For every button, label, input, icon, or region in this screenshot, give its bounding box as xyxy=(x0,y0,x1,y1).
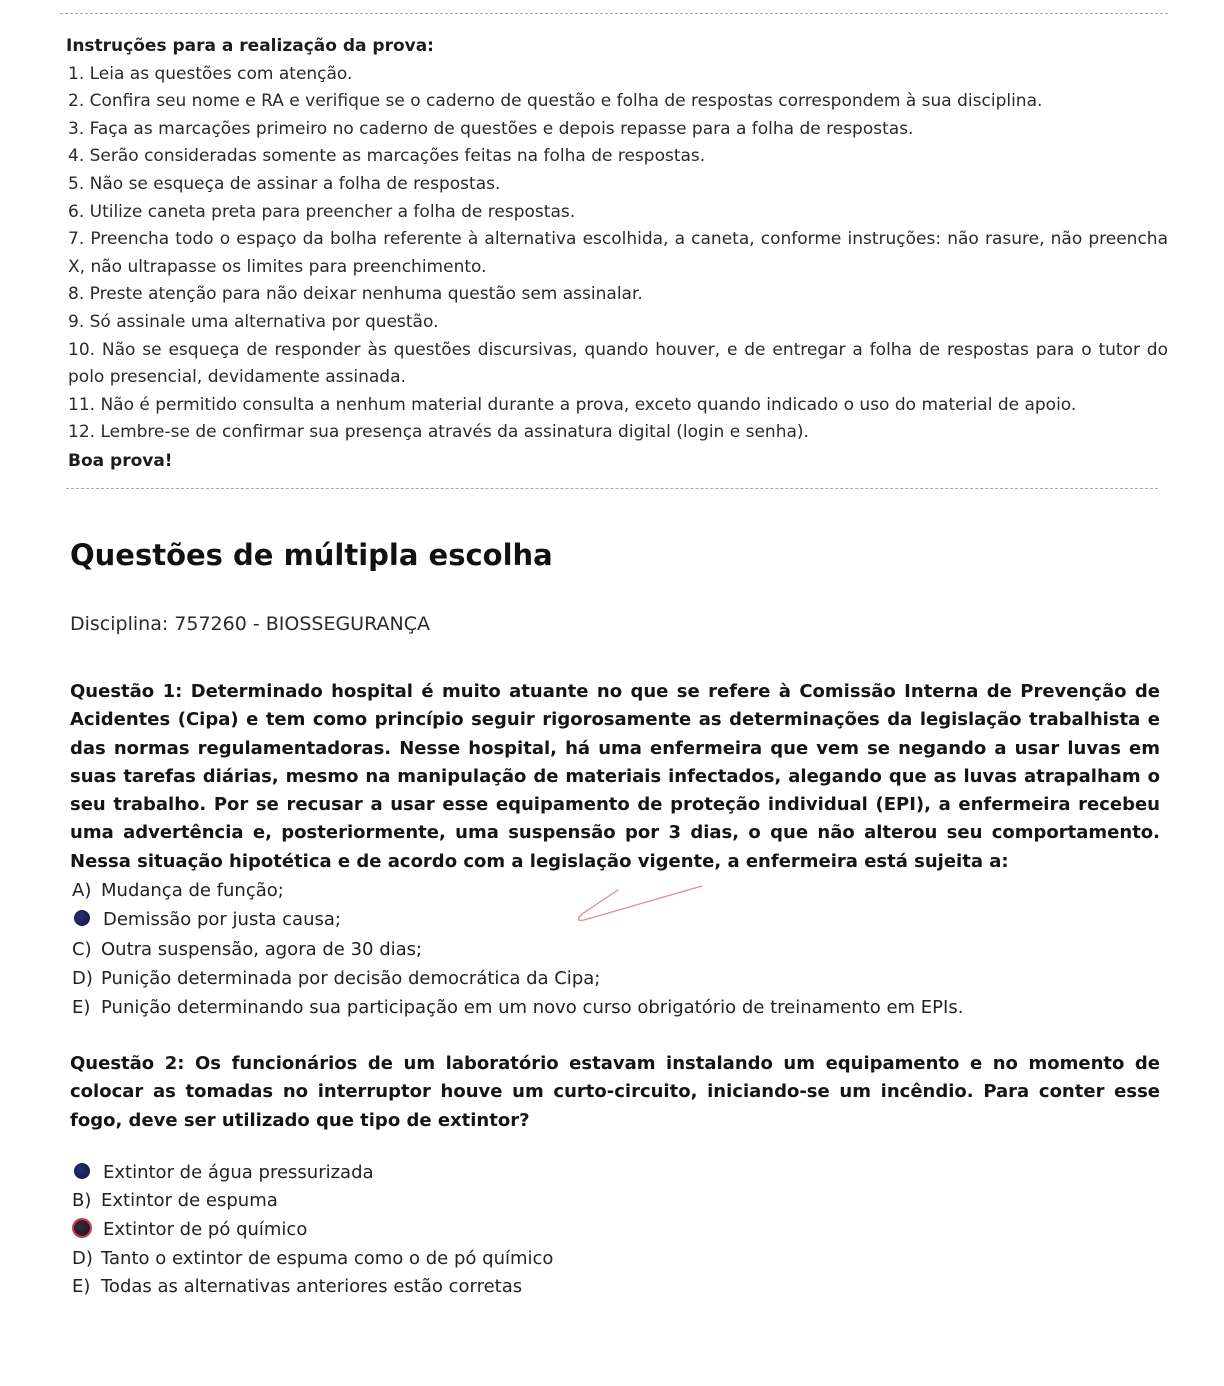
instruction-item: 2. Confira seu nome e RA e verifique se o caderno de questão e folha de respostas correspondem à sua disciplina. xyxy=(68,91,1043,112)
instruction-item: 7. Preencha todo o espaço da bolha referente à alternativa escolhida, a caneta, conforme instruções: não rasure, não preencha X, não ultrapasse os limites para preenchimento. xyxy=(68,229,1168,277)
option-letter: C) xyxy=(72,938,92,960)
option-letter: D) xyxy=(72,967,93,989)
filled-answer-bubble-icon xyxy=(74,1163,90,1179)
instruction-item: 5. Não se esqueça de assinar a folha de respostas. xyxy=(68,173,501,194)
option-letter: A) xyxy=(72,880,92,902)
question-stem: Questão 2: Os funcionários de um laboratório estavam instalando um equipamento e no momento de colocar as tomadas no interruptor houve um curto-circuito, iniciando-se um incêndio. Para conter esse fogo, deve ser utilizado que tipo de extintor? xyxy=(70,1053,1160,1131)
question-1 xyxy=(70,678,1160,1023)
option-d[interactable] xyxy=(72,964,1160,993)
option-text: Demissão por justa causa; xyxy=(103,909,341,931)
filled-answer-bubble-icon xyxy=(74,910,90,926)
option-letter: B) xyxy=(72,1190,92,1212)
pen-stroke-icon xyxy=(570,878,710,928)
instruction-item: 11. Não é permitido consulta a nenhum material durante a prova, exceto quando indicado o uso do material de apoio. xyxy=(68,394,1077,415)
instruction-item: 12. Lembre-se de confirmar sua presença através da assinatura digital (login e senha). xyxy=(68,422,809,443)
option-text: Extintor de espuma xyxy=(101,1190,278,1212)
option-text: Todas as alternativas anteriores estão corretas xyxy=(101,1276,523,1298)
instruction-item: 9. Só assinale uma alternativa por questão. xyxy=(68,311,439,332)
option-text: Tanto o extintor de espuma como o de pó químico xyxy=(101,1247,554,1269)
discipline-label: Disciplina: 757260 - BIOSSEGURANÇA xyxy=(70,613,430,635)
instruction-item: 8. Preste atenção para não deixar nenhuma questão sem assinalar. xyxy=(68,284,643,305)
instruction-item: 1. Leia as questões com atenção. xyxy=(68,63,353,84)
option-text: Extintor de pó químico xyxy=(103,1219,308,1241)
instructions-block xyxy=(68,33,1168,476)
top-dashed-divider xyxy=(60,13,1168,14)
option-e[interactable] xyxy=(72,993,1160,1022)
option-text: Punição determinando sua participação em um novo curso obrigatório de treinamento em EPIs. xyxy=(101,997,964,1019)
option-text: Outra suspensão, agora de 30 dias; xyxy=(101,938,423,960)
question-2 xyxy=(70,1050,1160,1302)
option-a[interactable] xyxy=(72,1159,1160,1188)
option-letter: E) xyxy=(72,1276,91,1298)
option-e[interactable] xyxy=(72,1273,1160,1302)
option-c[interactable] xyxy=(72,935,1160,964)
option-letter: D) xyxy=(72,1247,93,1269)
section-title: Questões de múltipla escolha xyxy=(70,538,553,572)
filled-answer-bubble-icon xyxy=(74,1220,90,1236)
option-c[interactable] xyxy=(72,1216,1160,1245)
option-text: Punição determinada por decisão democrática da Cipa; xyxy=(101,967,601,989)
good-luck-text: Boa prova! xyxy=(68,450,173,471)
option-text: Mudança de função; xyxy=(101,880,284,902)
instruction-item: 6. Utilize caneta preta para preencher a folha de respostas. xyxy=(68,201,576,222)
instructions-title: Instruções para a realização da prova: xyxy=(66,36,434,56)
option-letter: E) xyxy=(72,997,91,1019)
bottom-dashed-divider xyxy=(66,488,1158,489)
question-stem: Questão 1: Determinado hospital é muito atuante no que se refere à Comissão Interna de Prevenção de Acidentes (Cipa) e tem como princípio seguir rigorosamente as determinações da legislação trabalhista e das normas regulamentadoras. Nesse hospital, há uma enfermeira que vem se negando a usar luvas em suas tarefas diárias, mesmo na manipulação de materiais infectados, alegando que as luvas atrapalham o seu trabalho. Por se recusar a usar esse equipamento de proteção individual (EPI), a enfermeira recebeu uma advertência e, posteriormente, uma suspensão por 3 dias, o que não alterou seu comportamento. Nessa situação hipotética e de acordo com a legislação vigente, a enfermeira está sujeita a: xyxy=(70,681,1160,872)
option-d[interactable] xyxy=(72,1245,1160,1274)
option-b[interactable] xyxy=(72,1187,1160,1216)
instruction-item: 3. Faça as marcações primeiro no caderno de questões e depois repasse para a folha de respostas. xyxy=(68,118,914,139)
instructions-list xyxy=(68,61,1168,447)
option-text: Extintor de água pressurizada xyxy=(103,1161,374,1183)
instruction-item: 10. Não se esqueça de responder às questões discursivas, quando houver, e de entregar a folha de respostas para o tutor do polo presencial, devidamente assinada. xyxy=(68,339,1168,388)
answer-options xyxy=(72,1159,1160,1302)
instruction-item: 4. Serão consideradas somente as marcações feitas na folha de respostas. xyxy=(68,146,706,167)
